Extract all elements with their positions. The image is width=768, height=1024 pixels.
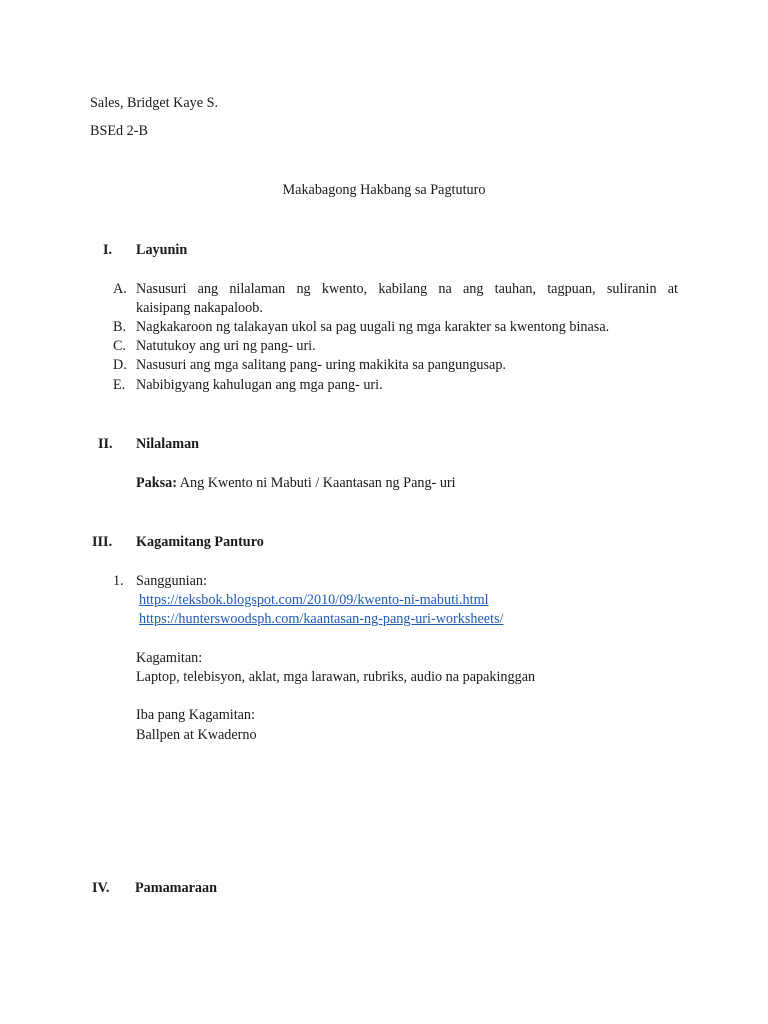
objective-a-line2: kaisipang nakapaloob. [136,300,263,316]
student-name: Sales, Bridget Kaye S. [90,95,219,111]
student-section: BSEd 2-B [90,123,148,139]
paksa-text: Ang Kwento ni Mabuti / Kaantasan ng Pang- uri [179,475,456,491]
section-numeral-1: I. [103,242,113,258]
kagamitan-label: Kagamitan: [136,650,203,666]
reference-link-teksbok[interactable]: https://teksbok.blogspot.com/2010/09/kwento-ni-mabuti.html [139,592,489,608]
list-letter-c: C. [113,338,127,354]
section-numeral-4: IV. [92,880,110,896]
sanggunian-label: Sanggunian: [136,573,207,589]
section-numeral-2: II. [98,436,113,452]
reference-link-hunterswoodsph[interactable]: https://hunterswoodsph.com/kaantasan-ng-pang-uri-worksheets/ [139,611,504,627]
list-letter-d: D. [113,357,127,373]
objective-d: Nasusuri ang mga salitang pang- uring makikita sa pangungusap. [136,357,506,373]
section-heading-kagamitang-panturo: Kagamitang Panturo [136,534,264,550]
iba-pang-kagamitan-label: Iba pang Kagamitan: [136,707,255,723]
section-heading-pamamaraan: Pamamaraan [135,880,217,896]
list-number-1: 1. [113,573,124,589]
objective-c: Natutukoy ang uri ng pang- uri. [136,338,316,354]
document-title: Makabagong Hakbang sa Pagtuturo [282,182,486,198]
iba-pang-kagamitan-text: Ballpen at Kwaderno [136,727,257,743]
objective-e: Nabibigyang kahulugan ang mga pang- uri. [136,377,383,393]
list-letter-b: B. [113,319,127,335]
list-letter-e: E. [113,377,126,393]
objective-b: Nagkakaroon ng talakayan ukol sa pag uugali ng mga karakter sa kwentong binasa. [136,319,610,335]
kagamitan-text: Laptop, telebisyon, aklat, mga larawan, rubriks, audio na papakinggan [136,669,536,685]
objective-a-line1: Nasusuri ang nilalaman ng kwento, kabilang na ang tauhan, tagpuan, suliranin at [136,281,678,297]
section-heading-nilalaman: Nilalaman [136,436,200,452]
paksa-label: Paksa: [136,475,177,491]
section-numeral-3: III. [92,534,113,550]
paksa-line [136,475,456,492]
list-letter-a: A. [113,281,127,297]
section-heading-layunin: Layunin [136,242,188,258]
